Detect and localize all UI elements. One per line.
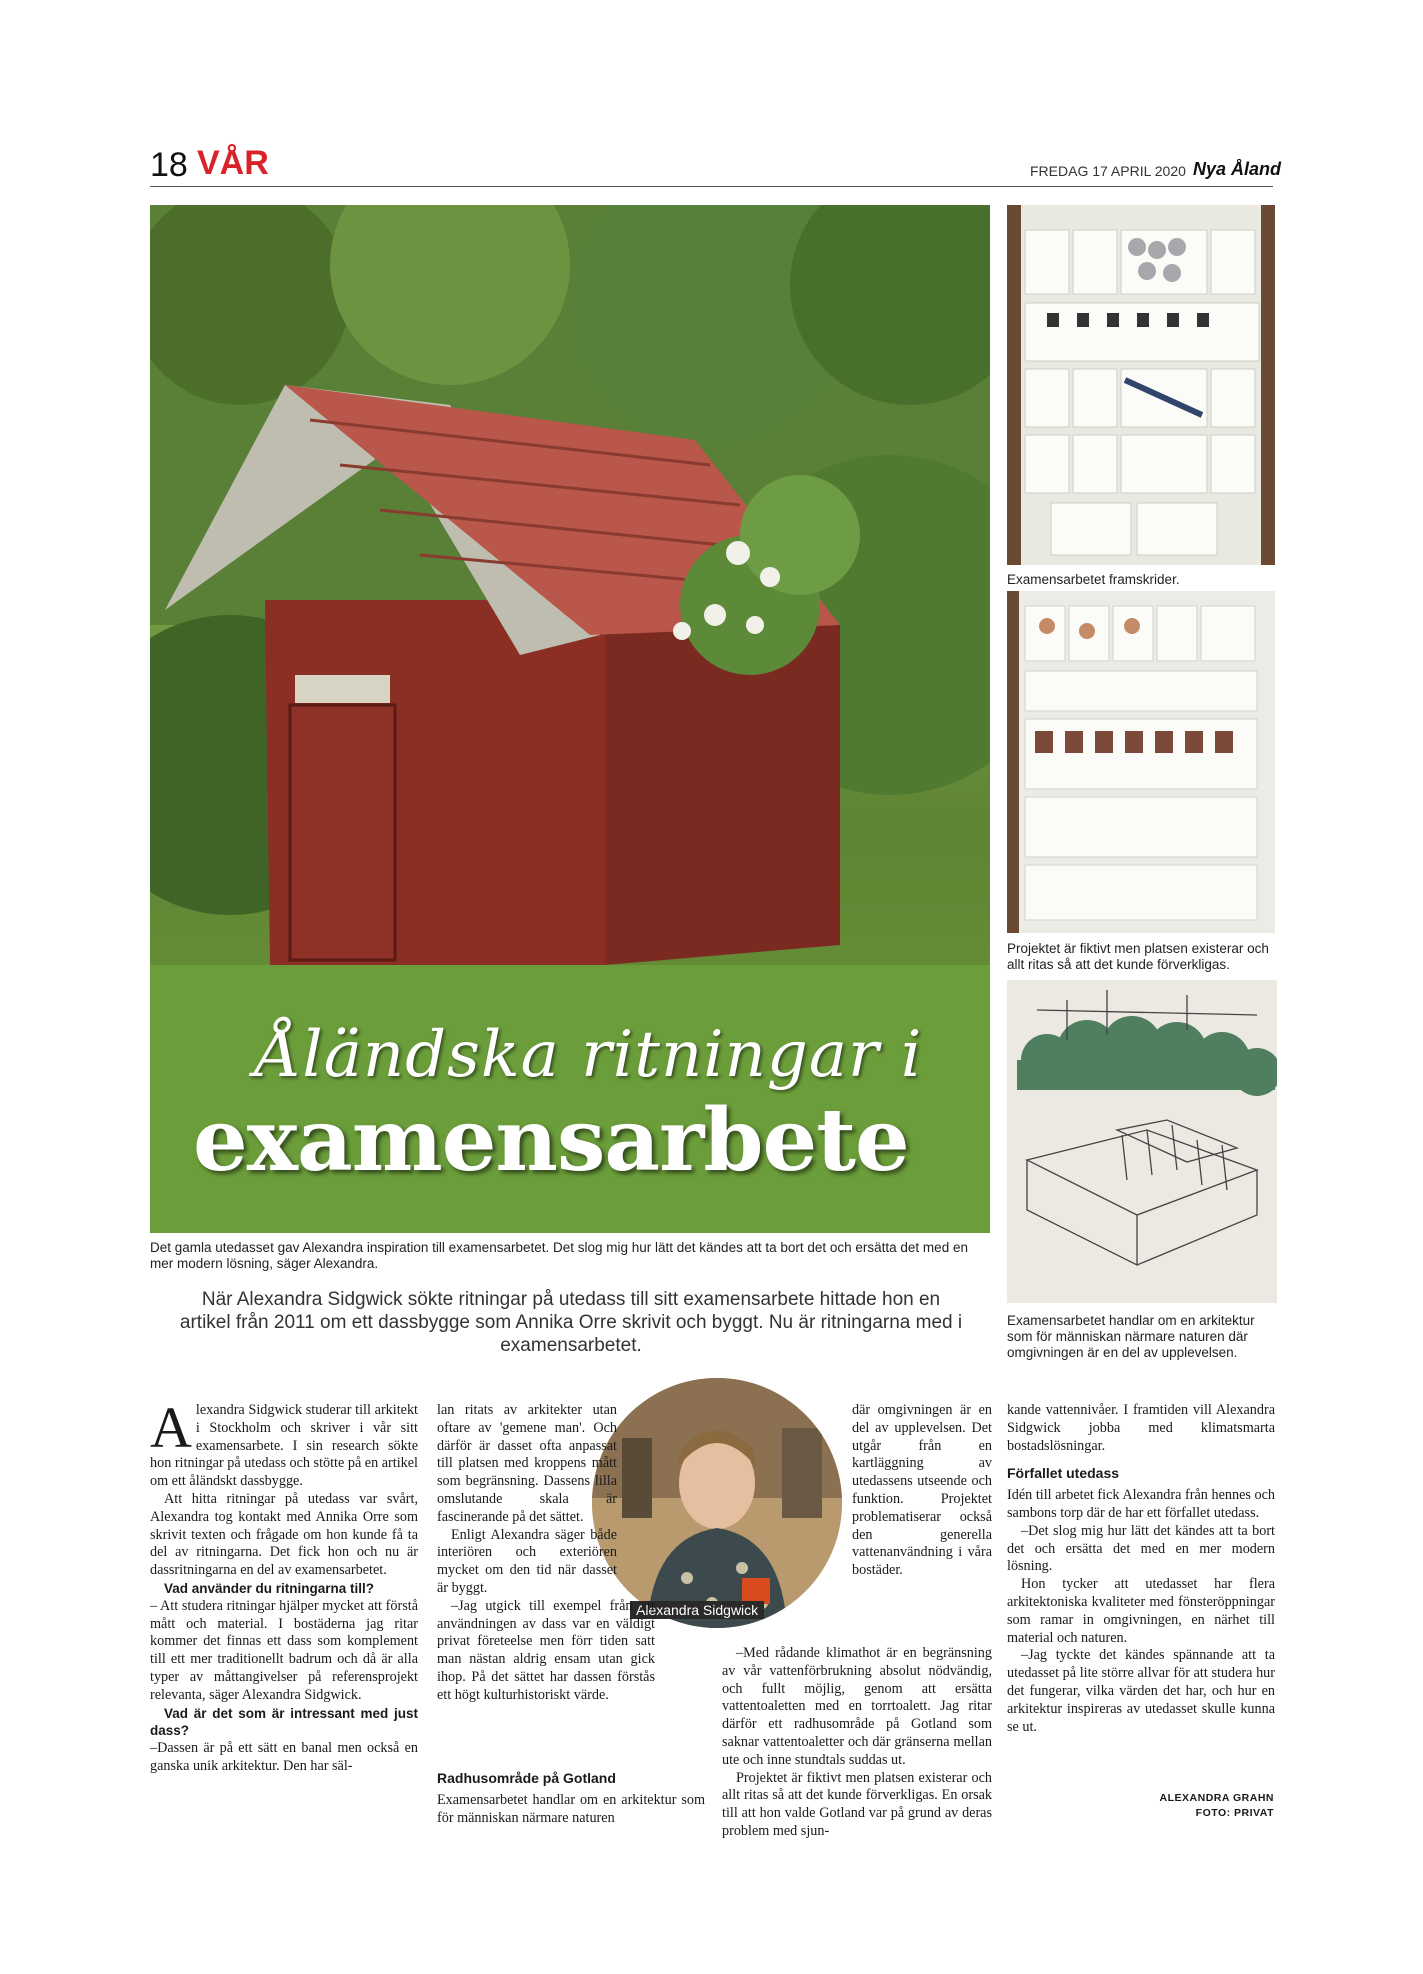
newspaper-name: Nya Åland [1193, 159, 1282, 179]
portrait-caption: Alexandra Sidgwick [630, 1601, 764, 1619]
main-photo-caption: Det gamla utedasset gav Alexandra inspiration till examensarbetet. Det slog mig hur lätt det kändes att ta bort det och ersätta det med en mer modern lösning, säger Alexandra. [150, 1240, 968, 1271]
article-column-4 [1007, 1402, 1275, 1736]
issue-date: FREDAG 17 APRIL 2020 [1030, 163, 1186, 179]
paragraph: –Dassen är på ett sätt en banal men också en ganska unik arkitektur. Den har säl- [150, 1740, 418, 1774]
pinup-board-illustration [1007, 205, 1275, 565]
architecture-sketch [1007, 980, 1277, 1303]
interview-question: Vad använder du ritningarna till? [164, 1580, 375, 1596]
article-column-3 [852, 1402, 992, 1580]
headline-line-1: Åländska ritningar i [255, 1018, 923, 1092]
article-column-1 [150, 1395, 418, 1776]
paragraph: Examensarbetet handlar om en arkitektur som för människan närmare naturen [437, 1791, 705, 1826]
page-number: 18 [150, 146, 188, 184]
photo4-caption: Examensarbetet handlar om en arkitektur som för människan närmare naturen där omgivningen är en del av upplevelsen. [1007, 1313, 1255, 1360]
paragraph: kande vattennivåer. I framtiden vill Alexandra Sidgwick jobba med klimatsmarta bostadslösningar. [1007, 1402, 1275, 1454]
paragraph: –Det slog mig hur lätt det kändes att ta bort det och ersätta det med en mer modern lösning. [1007, 1522, 1275, 1575]
photo2-caption: Examensarbetet framskrider. [1007, 572, 1180, 587]
headline-line-2: examensarbete [193, 1090, 909, 1191]
header-rule [150, 186, 1273, 187]
section-label: VÅR [197, 144, 269, 182]
article-column-2 [437, 1402, 655, 1705]
paragraph: lan ritats av arkitekter utan oftare av 'gemene man'. Och därför är dasset ofta anpassat till platsen med kroppens mått som begränsning. Dassens lilla omslutande skala är fascinerande på det sättet. [437, 1402, 617, 1525]
paragraph: – Att studera ritningar hjälper mycket att förstå mått och material. I bostäderna jag ritar kommer det finnas ett dass som komplement till ett mer traditionellt badrum och då är alla typer av måttangivelser på referensprojekt relevanta, säger Alexandra Sidgwick. [150, 1597, 418, 1703]
paragraph: –Med rådande klimathot är en begränsning av vår vattenförbrukning absolut nödvändig, och fullt möjlig, genom att ersätta vattentoaletten med en torrtoalett. Jag ritar därför ett radhusområde på Gotland som saknar vattentoaletter och där gränserna mellan ute och inne stundtals suddas ut. [722, 1645, 992, 1768]
photo-credit: FOTO: PRIVAT [1195, 1807, 1274, 1819]
paragraph: Idén till arbetet fick Alexandra från hennes och sambons torp där de har ett förfallet utedass. [1007, 1487, 1275, 1521]
subheading: Radhusområde på Gotland [437, 1770, 616, 1786]
article-lead: När Alexandra Sidgwick sökte ritningar på utedass till sitt examensarbete hittade hon en artikel från 2011 om ett dassbygge som Annika Orre skrivit och byggt. Nu är ritningarna med i examensarbetet. [179, 1289, 963, 1356]
outhouse-photo [150, 205, 990, 1233]
photo3-caption: Projektet är fiktivt men platsen existerar och allt ritas så att det kunde förverkligas. [1007, 941, 1269, 972]
wall-pinup-photo-2 [1007, 591, 1275, 933]
portrait-photo [592, 1378, 842, 1628]
subheading: Förfallet utedass [1007, 1465, 1120, 1482]
byline [1120, 1791, 1274, 1821]
portrait-illustration [592, 1378, 842, 1628]
article-column-2-bottom [437, 1760, 705, 1827]
sketch-illustration [1007, 980, 1277, 1303]
paragraph: –Jag tyckte det kändes spännande att ta utedasset på lite större allvar för att studera hur det fungerar, vilka värden det har, och hur en arkitektur inspireras av utedasset skulle kunna se ut. [1007, 1647, 1275, 1735]
pinup-board-illustration-2 [1007, 591, 1275, 933]
drop-cap: A [150, 1395, 192, 1460]
paragraph: Projektet är fiktivt men platsen existerar och allt ritas så att det kunde förverkligas. En orsak till att hon valde Gotland var på grund av deras problem med sjun- [722, 1769, 992, 1839]
paragraph: Att hitta ritningar på utedass var svårt, Alexandra tog kontakt med Annika Orre som skrivit texten och frågade om hon kunde få ta del av ritningarna. Det fick hon och nu är dassritningarna en del av examensarbetet. [150, 1490, 418, 1579]
paragraph: Hon tycker att utedasset har flera arkitektoniska kvaliteter med fönsteröppningar som ramar in omgivningen, en närhet till material och naturen. [1007, 1576, 1275, 1646]
wall-pinup-photo-1 [1007, 205, 1275, 565]
interview-question: Vad är det som är intressant med just dass? [150, 1705, 418, 1739]
paragraph: Enligt Alexandra säger både interiören och exteriören mycket om den tid när dasset är byggt. [437, 1526, 617, 1596]
paragraph: där omgivningen är en del av upplevelsen. Det utgår från en kartläggning av utedassens utseende och funktion. Projektet problematiserar också den generella vattenanvändning i våra bostäder. [852, 1402, 992, 1579]
article-column-3-bottom [722, 1645, 992, 1841]
paragraph: lexandra Sidgwick studerar till arkitekt i Stockholm och skriver i vår sitt examensarbete. I sin research sökte hon ritningar på utedass och stötte på en artikel om ett åländskt dassbygge. [150, 1402, 418, 1490]
paragraph: –Jag utgick till exempel från att användningen av dass var en väldigt privat företeelse men förr tiden satt man nästan aldrig ensam utan gick ihop. På det sättet har dassen förstås ett högt kulturhistoriskt värde. [437, 1597, 655, 1703]
author-credit: ALEXANDRA GRAHN [1159, 1792, 1274, 1804]
